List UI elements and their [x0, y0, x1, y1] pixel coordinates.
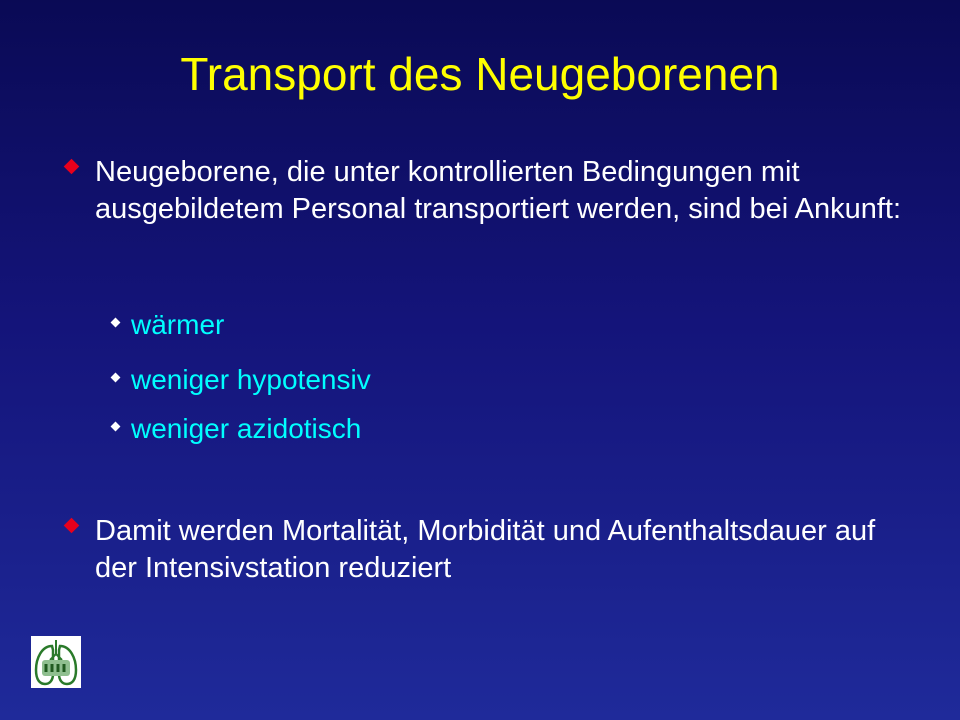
bullet-diamond-icon	[64, 159, 80, 175]
sub-bullet-diamond-icon	[111, 317, 121, 327]
sub-bullet-item-1	[110, 308, 890, 342]
bullet-text: Neugeborene, die unter kontrollierten Bedingungen mit ausgebildetem Personal transportiert werden, sind bei Ankunft:	[95, 156, 902, 225]
slide-title: Transport des Neugeborenen	[180, 48, 780, 100]
bullet-diamond-icon	[64, 518, 80, 534]
sub-bullet-diamond-icon	[111, 372, 121, 382]
sub-bullet-text: wärmer	[131, 309, 225, 340]
sub-bullet-item-3	[110, 412, 890, 446]
lungs-logo-icon	[31, 636, 81, 688]
bullet-item-1	[62, 154, 922, 228]
sub-bullet-text: weniger azidotisch	[131, 413, 362, 444]
bullet-text: Damit werden Mortalität, Morbidität und Aufenthaltsdauer auf der Intensivstation reduziert	[95, 515, 876, 584]
sub-bullet-text: weniger hypotensiv	[131, 364, 371, 395]
bullet-item-2	[62, 513, 922, 587]
sub-bullet-diamond-icon	[111, 421, 121, 431]
sub-bullet-item-2	[110, 363, 890, 397]
